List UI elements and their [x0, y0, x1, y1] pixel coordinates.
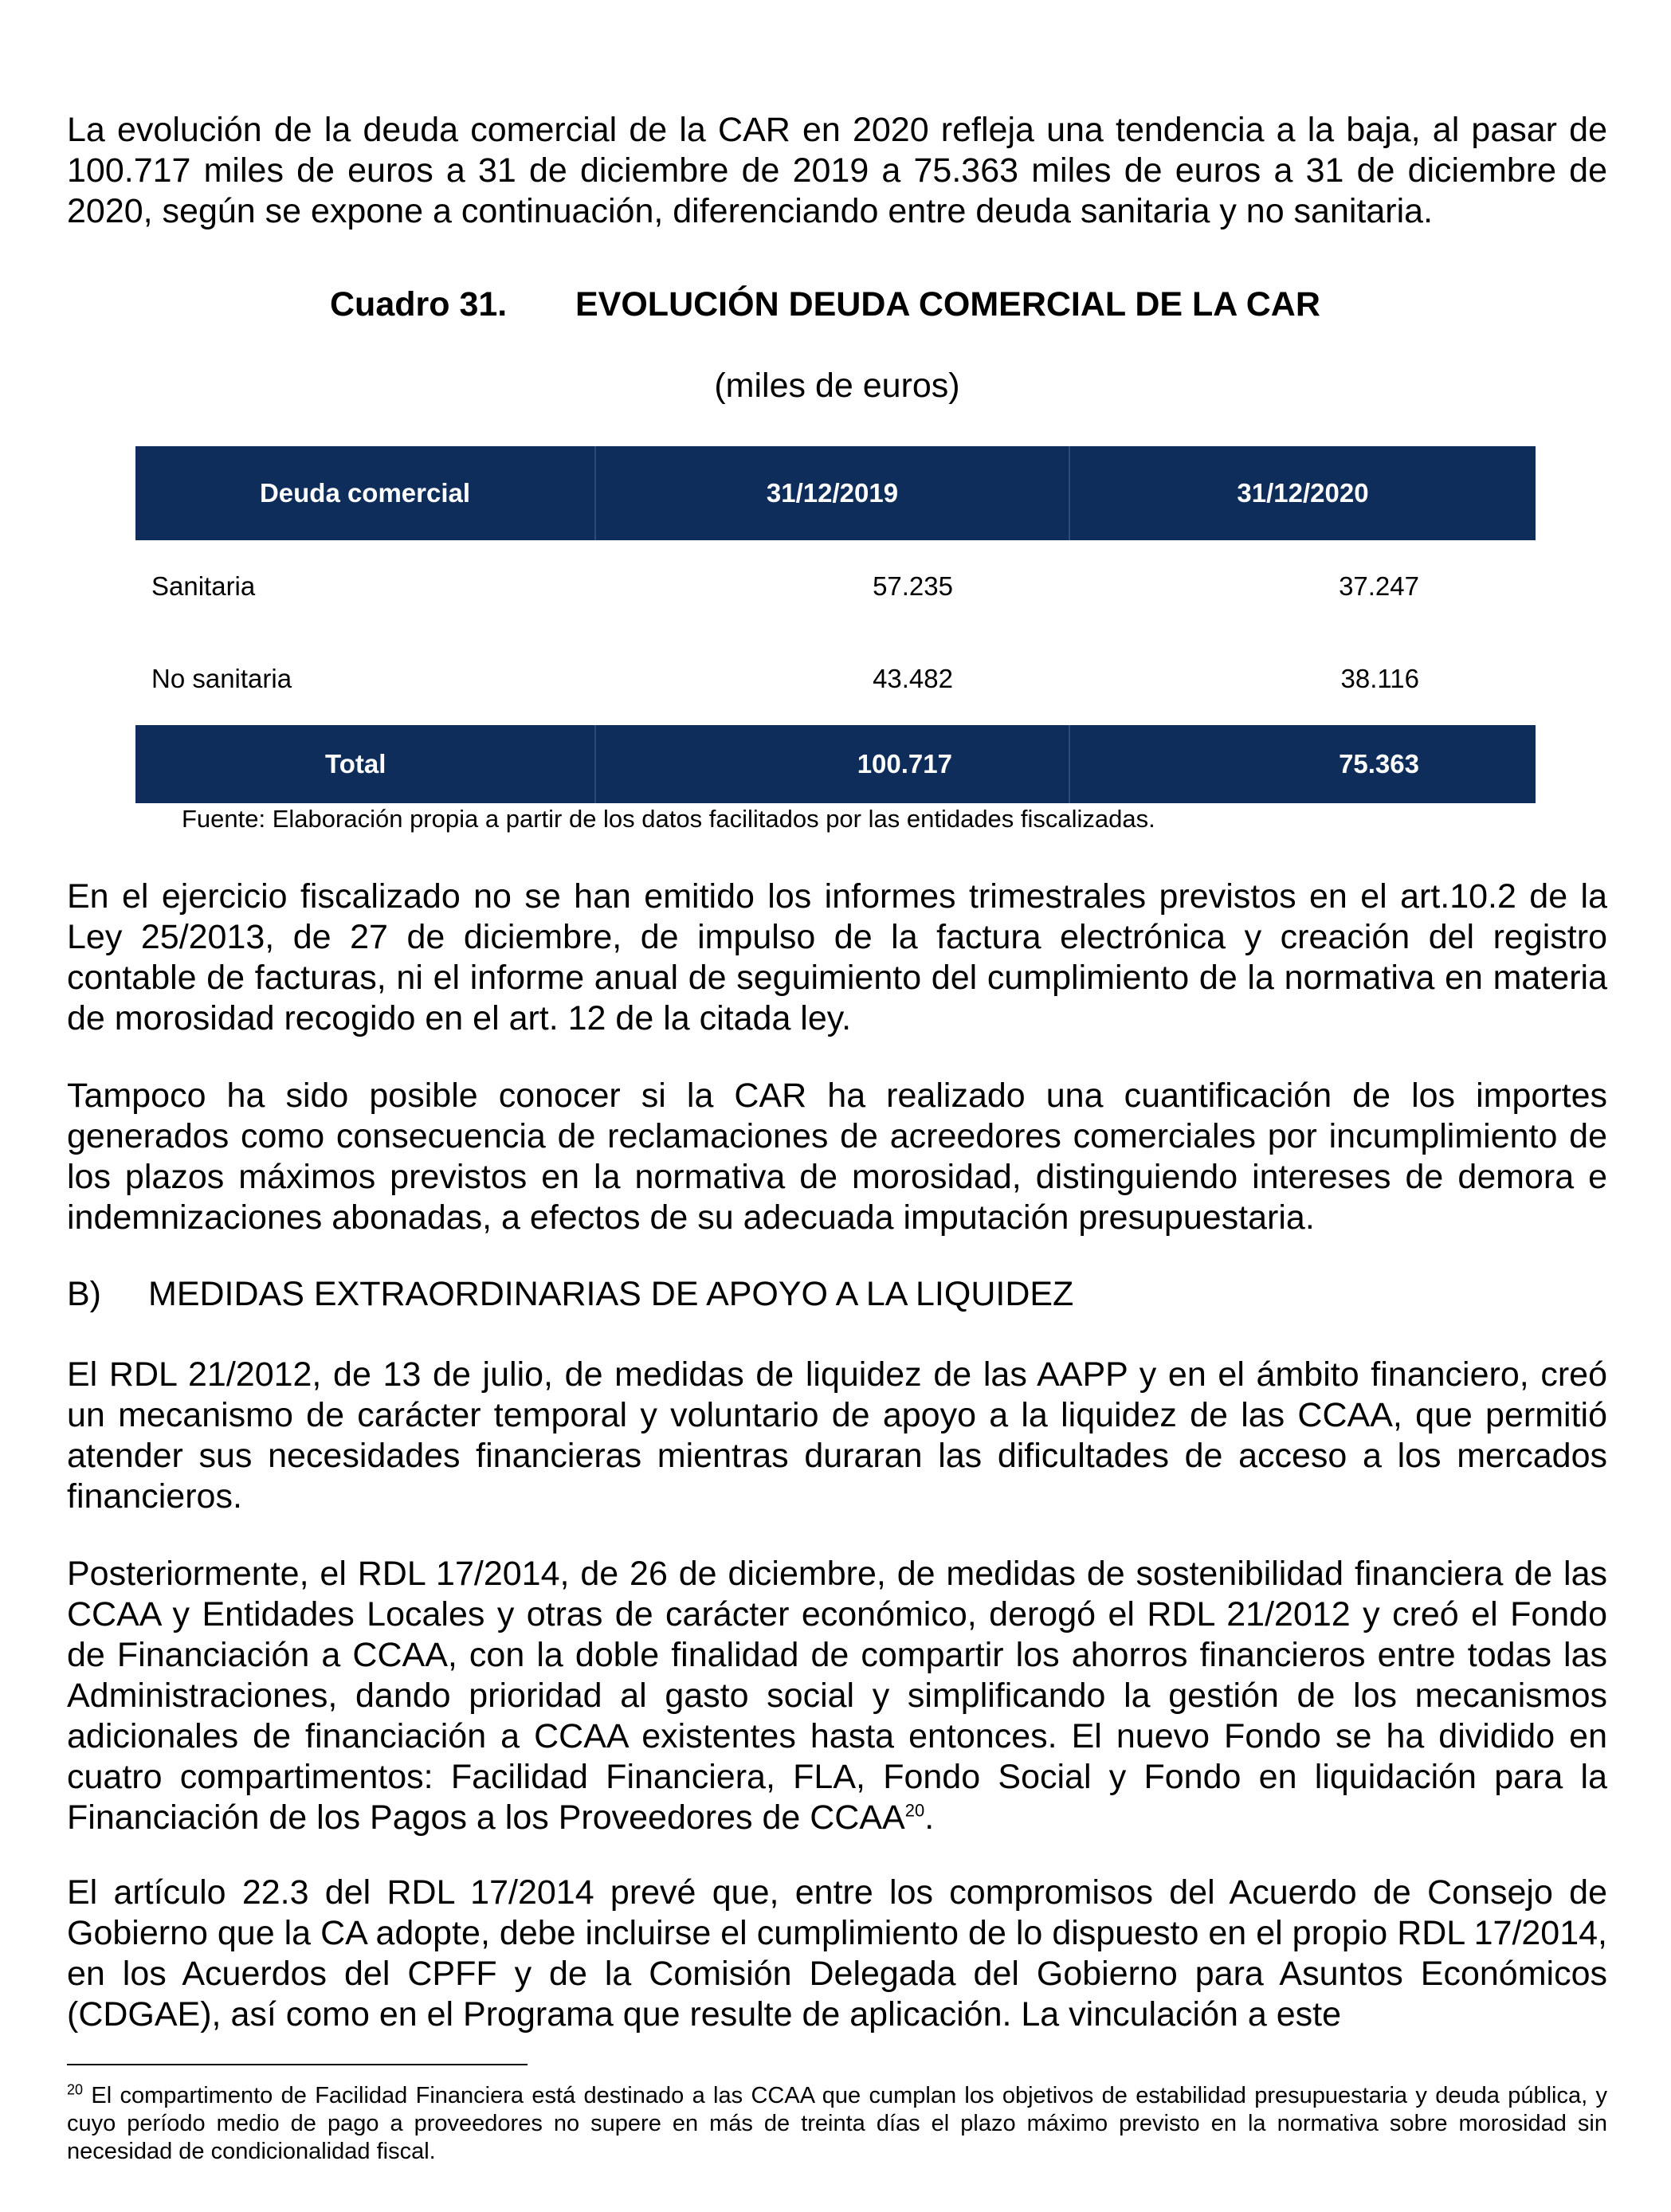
footnote-separator	[67, 2064, 528, 2065]
table-total-row	[135, 725, 1536, 803]
row-value-2020: 38.116	[1340, 664, 1419, 693]
section-heading	[67, 1275, 1073, 1314]
row-value-2019: 43.482	[873, 664, 953, 693]
paragraph-intro: La evolución de la deuda comercial de la CAR en 2020 refleja una tendencia a la baja, al pasar de 100.717 miles de euros a 31 de diciembre de 2019 a 75.363 miles de euros a 31 de diciembre de 2020, según se expone a continuación, diferenciando entre deuda sanitaria y no sanitaria.	[67, 111, 1607, 230]
table-row	[135, 540, 1536, 633]
row-label: Sanitaria	[151, 571, 256, 601]
total-label: Total	[135, 725, 595, 803]
paragraph-posterior-end: .	[924, 1798, 935, 1837]
footnote	[67, 2082, 1607, 2166]
paragraph-rdl21: El RDL 21/2012, de 13 de julio, de medidas de liquidez de las AAPP y en el ámbito financiero, creó un mecanismo de carácter temporal y voluntario de apoyo a la liquidez de las CCAA, que permitió atender sus necesidades financieras mientras duraran las dificultades de acceso a los mercados financieros.	[67, 1355, 1607, 1516]
table-units: (miles de euros)	[714, 367, 960, 405]
table-title: EVOLUCIÓN DEUDA COMERCIAL DE LA CAR	[575, 285, 1320, 324]
header-2019: 31/12/2019	[595, 446, 1069, 540]
section-title: MEDIDAS EXTRAORDINARIAS DE APOYO A LA LIQUIDEZ	[148, 1275, 1074, 1313]
paragraph-articulo: El artículo 22.3 del RDL 17/2014 prevé que, entre los compromisos del Acuerdo de Consejo de Gobierno que la CA adopte, debe incluirse el cumplimiento de lo dispuesto en el propio RDL 17/2014, en los Acuerdos del CPFF y de la Comisión Delegada del Gobierno para Asuntos Económicos (CDGAE), así como en el Programa que resulte de aplicación. La vinculación a este	[67, 1873, 1607, 2034]
footnote-reference[interactable]: 20	[904, 1800, 925, 1821]
row-label: No sanitaria	[151, 664, 292, 693]
table-number: Cuadro 31.	[330, 285, 508, 324]
table-header-row	[135, 446, 1536, 540]
total-value-2020: 75.363	[1339, 749, 1419, 779]
debt-table	[135, 446, 1536, 803]
section-letter: B)	[67, 1275, 101, 1313]
footnote-text: El compartimento de Facilidad Financiera está destinado a las CCAA que cumplan los objetivos de estabilidad presupuestaria y deuda pública, y cuyo período medio de pago a proveedores no supere en más de treinta días el plazo máximo previsto en la normativa sobre morosidad sin necesidad de condicionalidad fiscal.	[67, 2083, 1607, 2164]
paragraph-ejercicio: En el ejercicio fiscalizado no se han emitido los informes trimestrales previstos en el art.10.2 de la Ley 25/2013, de 27 de diciembre, de impulso de la factura electrónica y creación del registro contable de facturas, ni el informe anual de seguimiento del cumplimiento de la normativa en materia de morosidad recogido en el art. 12 de la citada ley.	[67, 877, 1607, 1037]
paragraph-posterior	[67, 1554, 1607, 1838]
total-value-2019: 100.717	[595, 725, 1069, 803]
paragraph-tampoco: Tampoco ha sido posible conocer si la CAR ha realizado una cuantificación de los importes generados como consecuencia de reclamaciones de acreedores comerciales por incumplimiento de los plazos máximos previstos en la normativa de morosidad, distinguiendo intereses de demora e indemnizaciones abonadas, a efectos de su adecuada imputación presupuestaria.	[67, 1077, 1607, 1237]
row-value-2020: 37.247	[1339, 571, 1419, 601]
table-caption	[330, 285, 1320, 324]
row-value-2019: 57.235	[873, 571, 953, 601]
header-deuda-comercial: Deuda comercial	[135, 446, 595, 540]
paragraph-posterior-text: Posteriormente, el RDL 17/2014, de 26 de diciembre, de medidas de sostenibilidad financiera de las CCAA y Entidades Locales y otras de carácter económico, derogó el RDL 21/2012 y creó el Fondo de Financiación a CCAA, con la doble finalidad de compartir los ahorros financieros entre todas las Administraciones, dando prioridad al gasto social y simplificando la gestión de los mecanismos adicionales de financiación a CCAA existentes hasta entonces. El nuevo Fondo se ha dividido en cuatro compartimentos: Facilidad Financiera, FLA, Fondo Social y Fondo en liquidación para la Financiación de los Pagos a los Proveedores de CCAA	[67, 1555, 1607, 1837]
table-source: Fuente: Elaboración propia a partir de los datos facilitados por las entidades fiscalizadas.	[182, 805, 1155, 833]
table-row	[135, 633, 1536, 725]
footnote-number: 20	[67, 2081, 84, 2098]
header-2020: 31/12/2020	[1237, 478, 1369, 508]
